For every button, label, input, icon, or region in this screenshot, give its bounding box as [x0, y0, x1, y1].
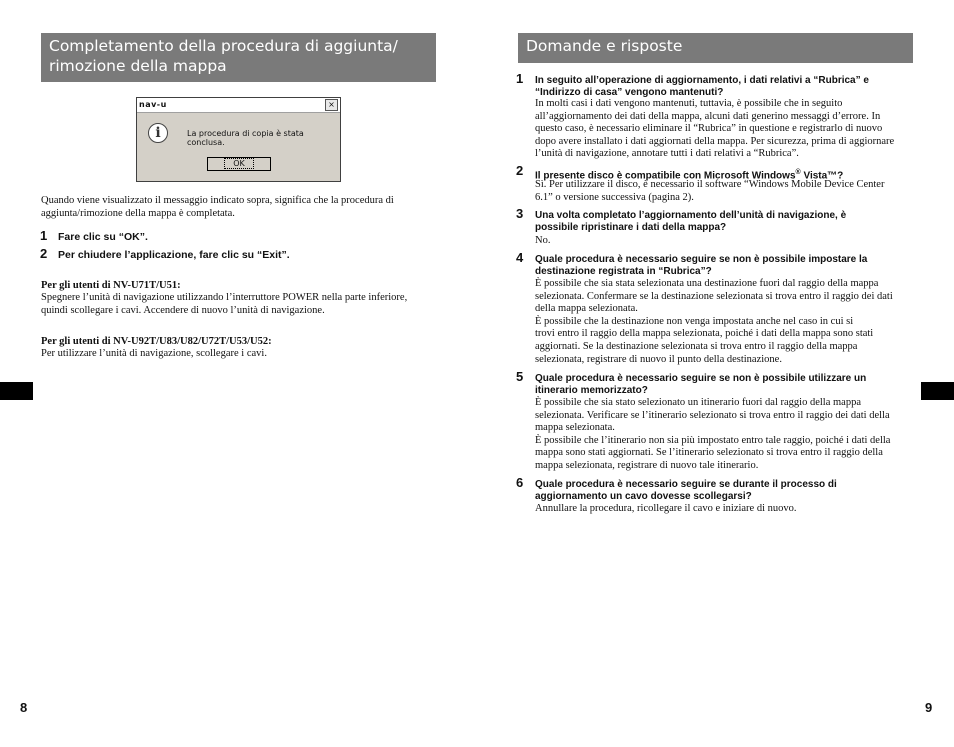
question-text	[535, 75, 913, 99]
question-number: 1	[516, 71, 524, 86]
answer-line: selezionata. Verificare se l’itinerario selezionato si trova entro il raggio dei dati della	[535, 409, 890, 421]
answer-line: È possibile che sia stata selezionata una destinazione fuori dal raggio della mappa	[535, 278, 879, 289]
step-number: 2	[40, 246, 48, 261]
question-line: Quale procedura è necessario seguire se non è possibile utilizzare un	[535, 373, 867, 384]
section-header-faq	[518, 33, 913, 63]
section-tab-marker	[921, 382, 954, 400]
step-number: 1	[40, 228, 48, 243]
answer-line: mappa sono stati aggiornati. Se l’itinerario selezionato si trova entro il raggio della	[535, 447, 883, 459]
question-number: 2	[516, 163, 524, 178]
header-line: rimozione della mappa	[49, 57, 227, 75]
answer-line: dopo avere installato i dati aggiornati della mappa. Per sicurezza, prima di aggiornare	[535, 135, 895, 147]
answer-text	[535, 179, 915, 204]
question-number: 6	[516, 475, 524, 490]
answer-text	[535, 503, 915, 516]
registered-mark: ®	[795, 169, 801, 176]
question-line: destinazione registrata in “Rubrica”?	[535, 266, 712, 278]
question-line: Una volta completato l’aggiornamento dell’unità di navigazione, è	[535, 210, 847, 221]
answer-line: È possibile che sia stato selezionato un itinerario fuori dal raggio della mappa	[535, 397, 861, 408]
answer-text	[535, 235, 915, 248]
step-text: Per chiudere l’applicazione, fare clic su “Exit”.	[58, 249, 290, 261]
answer-line: della mappa selezionata.	[535, 303, 638, 315]
question-text	[535, 479, 913, 503]
answer-line: aggiornati. Se la destinazione selezionata si trova entro il raggio della mappa	[535, 340, 858, 352]
question-line: aggiornamento un cavo dovesse scollegarsi?	[535, 491, 752, 503]
answer-line: all’aggiornamento dei dati della mappa, alcuni dati generino messaggi d’errore. In	[535, 110, 881, 122]
dialog-title: nav-u	[139, 100, 167, 109]
close-icon[interactable]: ×	[325, 99, 338, 111]
step-text: Fare clic su “OK”.	[58, 231, 148, 243]
ok-button-label: OK	[224, 158, 254, 169]
question-text	[535, 254, 913, 278]
dialog-titlebar	[137, 98, 340, 113]
section-tab-marker	[0, 382, 33, 400]
question-number: 5	[516, 369, 524, 384]
answer-line: Annullare la procedura, ricollegare il cavo e iniziare di nuovo.	[535, 503, 797, 514]
answer-line: mappa selezionata, registrare di nuovo tale itinerario.	[535, 459, 759, 471]
question-number: 4	[516, 250, 524, 265]
header-line: Domande e risposte	[526, 37, 683, 55]
question-line: Quale procedura è necessario seguire se non è possibile impostare la	[535, 254, 868, 265]
completion-dialog-screenshot	[136, 97, 341, 182]
ok-button[interactable]	[207, 157, 271, 171]
question-line: In seguito all’operazione di aggiornamento, i dati relativi a “Rubrica” e	[535, 75, 869, 86]
answer-line: È possibile che la destinazione non venga impostata anche nel caso in cui si	[535, 315, 854, 327]
question-number: 3	[516, 206, 524, 221]
question-line: Vista™?	[800, 170, 844, 182]
intro-paragraph: Quando viene visualizzato il messaggio indicato sopra, significa che la procedura di aggiunta/rimozione della mappa è completata.	[41, 195, 394, 219]
header-line: Completamento della procedura di aggiunta/	[49, 37, 398, 55]
section-header-completion	[41, 33, 436, 82]
answer-line: trovi entro il raggio della mappa selezionata, poiché i dati della mappa sono stati	[535, 328, 874, 340]
answer-text	[535, 278, 915, 366]
answer-line: No.	[535, 235, 551, 246]
question-line: “Indirizzo di casa” vengono mantenuti?	[535, 87, 724, 99]
question-text	[535, 373, 913, 397]
answer-line: È possibile che l’itinerario non sia più impostato entro tale raggio, poiché i dati della	[535, 434, 891, 446]
question-line: Il presente disco è compatibile con Microsoft Windows	[535, 170, 796, 182]
answer-line: selezionata. Confermare se la destinazione selezionata si trova entro il raggio dei dati	[535, 290, 893, 302]
answer-text	[535, 98, 915, 161]
note-title-u71t: Per gli utenti di NV-U71T/U51:	[41, 280, 181, 291]
answer-text	[535, 397, 915, 473]
answer-line: Sì. Per utilizzare il disco, è necessario il software “Windows Mobile Device Center	[535, 179, 885, 190]
page-number: 9	[925, 700, 933, 715]
answer-line: In molti casi i dati vengono mantenuti, tuttavia, è possibile che in seguito	[535, 98, 843, 109]
answer-line: mappa selezionata.	[535, 422, 615, 434]
note-body-u71t: Spegnere l’unità di navigazione utilizzando l’interruttore POWER nella parte inferiore, quindi scollegare i cavi. Accendere di nuovo l’unità di navigazione.	[41, 292, 408, 316]
question-text	[535, 210, 913, 234]
answer-line: l’unità di navigazione, annotare tutti i dati relativi a “Rubrica”.	[535, 148, 799, 160]
answer-line: selezionata, registrare di nuovo il punto della destinazione.	[535, 353, 782, 365]
note-title-u92t: Per gli utenti di NV-U92T/U83/U82/U72T/U53/U52:	[41, 336, 272, 347]
note-body-u92t: Per utilizzare l’unità di navigazione, scollegare i cavi.	[41, 348, 267, 359]
page-number: 8	[20, 700, 28, 715]
question-line: possibile ripristinare i dati della mappa?	[535, 222, 727, 234]
answer-line: questo caso, è necessario eliminare il “Rubrica” in questione e registrarlo di nuovo	[535, 123, 883, 135]
question-line: Quale procedura è necessario seguire se durante il processo di	[535, 479, 837, 490]
answer-line: 6.1” o versione successiva (pagina 2).	[535, 191, 694, 203]
info-icon: i	[148, 123, 168, 143]
dialog-message: La procedura di copia è stata conclusa.	[187, 129, 304, 147]
question-line: itinerario memorizzato?	[535, 385, 648, 397]
